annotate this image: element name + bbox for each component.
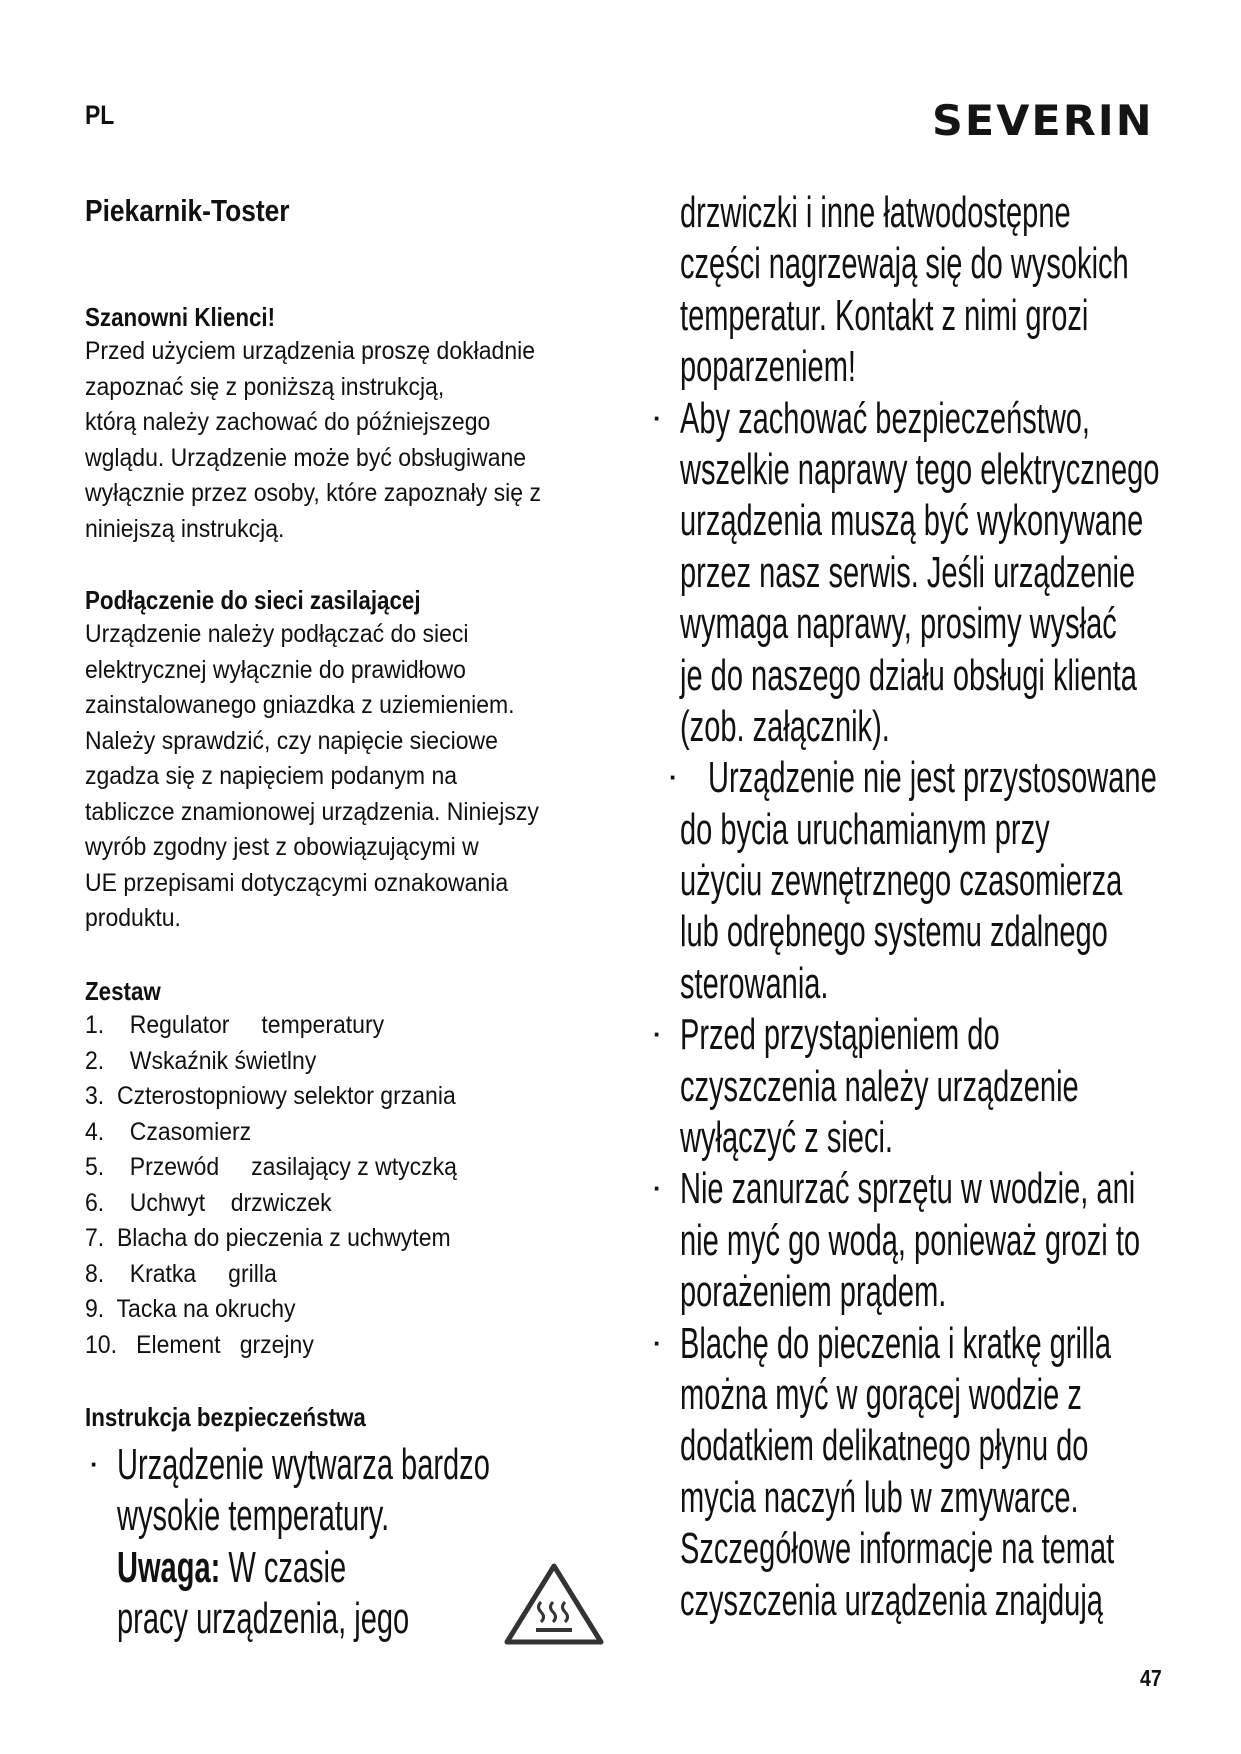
text-line: porażeniem prądem. [680, 1267, 947, 1317]
text-line: sterowania. [680, 958, 829, 1008]
kit-list [85, 1008, 489, 1363]
list-item: 7. Blacha do pieczenia z uchwytem [85, 1224, 451, 1252]
text-line: Blachę do pieczenia i kratkę grilla [680, 1318, 1112, 1368]
text-line: pracy urządzenia, jego [117, 1594, 410, 1644]
text-line: drzwiczki i inne łatwodostępne [680, 188, 1071, 237]
text-line: którą należy zachować do późniejszego [85, 408, 491, 436]
text-line: wysokie temperatury. [117, 1491, 390, 1541]
text-line: Należy sprawdzić, czy napięcie sieciowe [85, 726, 498, 755]
text-line: zapoznać się z poniższą instrukcją, [85, 372, 445, 401]
hot-surface-warning-icon [503, 1562, 605, 1646]
text-line: wymaga naprawy, prosimy wysłać [680, 599, 1117, 649]
safety-heading: Instrukcja bezpieczeństwa [85, 1402, 366, 1432]
list-item: 6. Uchwyt drzwiczek [85, 1188, 332, 1217]
text-line: mycia naczyń lub w zmywarce. [680, 1472, 1079, 1522]
bullet: · [653, 1019, 662, 1050]
greeting-paragraph [85, 334, 581, 547]
greeting-heading: Szanowni Klienci! [85, 302, 276, 332]
text-line: wszelkie naprawy tego elektrycznego [680, 444, 1160, 494]
list-item: 4. Czasomierz [85, 1117, 252, 1146]
text-line: zainstalowanego gniazdka z uziemieniem. [85, 691, 515, 719]
text-line: temperatur. Kontakt z nimi grozi [680, 290, 1089, 340]
text-line: wyłączyć z sieci. [680, 1113, 893, 1163]
list-item: 10. Element grzejny [85, 1330, 314, 1359]
text-line: je do naszego działu obsługi klienta [680, 650, 1137, 700]
page-number: 47 [1140, 1665, 1162, 1691]
warning-label: Uwaga: [117, 1542, 221, 1592]
text-line: Przed przystąpieniem do [680, 1010, 1000, 1060]
power-heading: Podłączenie do sieci zasilającej [85, 585, 421, 615]
text-line: dodatkiem delikatnego płynu do [680, 1421, 1089, 1471]
kit-heading: Zestaw [85, 976, 161, 1006]
list-item: 5. Przewód zasilający z wtyczką [85, 1153, 457, 1181]
list-item: 1. Regulator temperatury [85, 1011, 385, 1039]
text-line: poparzeniem! [680, 342, 856, 392]
text-line: produktu. [85, 904, 181, 932]
text-line: wyłącznie przez osoby, które zapoznały się z [85, 479, 541, 507]
power-paragraph [85, 617, 578, 937]
text-line: Nie zanurzać sprzętu w wodzie, ani [680, 1164, 1136, 1214]
list-item: 3. Czterostopniowy selektor grzania [85, 1082, 456, 1110]
text-line: czyszczenia urządzenia znajdują [680, 1575, 1103, 1625]
document-title: Piekarnik-Toster [85, 193, 290, 228]
text-line: Urządzenie należy podłączać do sieci [85, 620, 469, 648]
text-line: Urządzenie wytwarza bardzo [117, 1440, 490, 1489]
text-line: do bycia uruchamianym przy [680, 804, 1050, 854]
text-line: UE przepisami dotyczącymi oznakowania [85, 868, 509, 897]
text-line: przez nasz serwis. Jeśli urządzenie [680, 547, 1136, 597]
list-item: 9. Tacka na okruchy [85, 1295, 296, 1323]
text-line: nie myć go wodą, ponieważ grozi to [680, 1215, 1141, 1265]
bullet: · [653, 1173, 662, 1204]
bullet: · [653, 402, 662, 433]
text-line: (zob. załącznik). [680, 701, 890, 751]
text-line: elektrycznej wyłącznie do prawidłowo [85, 655, 466, 684]
text-line: Urządzenie nie jest przystosowane [708, 753, 1157, 803]
text-line: niniejszą instrukcją. [85, 514, 285, 543]
text-line: tabliczce znamionowej urządzenia. Niniejszy [85, 797, 539, 826]
text-line: Przed użyciem urządzenia proszę dokładnie [85, 337, 536, 365]
text-line: wglądu. Urządzenie może być obsługiwane [85, 443, 527, 472]
text-line: użyciu zewnętrznego czasomierza [680, 856, 1123, 906]
list-item: 8. Kratka grilla [85, 1259, 277, 1288]
text-line: zgadza się z napięciem podanym na [85, 762, 458, 790]
text-line: urządzenia muszą być wykonywane [680, 496, 1144, 546]
bullet: · [669, 762, 678, 793]
brand-logo: SEVERIN [932, 96, 1154, 145]
bullet: · [653, 1327, 662, 1358]
list-item: 2. Wskaźnik świetlny [85, 1046, 317, 1075]
text-line: części nagrzewają się do wysokich [680, 239, 1129, 289]
text-line: Szczegółowe informacje na temat [680, 1524, 1115, 1574]
text-line: W czasie [220, 1542, 347, 1592]
language-code: PL [85, 100, 115, 130]
text-line: lub odrębnego systemu zdalnego [680, 907, 1108, 957]
text-line: Aby zachować bezpieczeństwo, [680, 393, 1091, 443]
text-line: wyrób zgodny jest z obowiązującymi w [85, 833, 479, 861]
text-line: można myć w gorącej wodzie z [680, 1369, 1082, 1419]
safety-text-right [653, 187, 1241, 1626]
bullet: · [90, 1449, 99, 1479]
text-line: czyszczenia należy urządzenie [680, 1061, 1079, 1111]
